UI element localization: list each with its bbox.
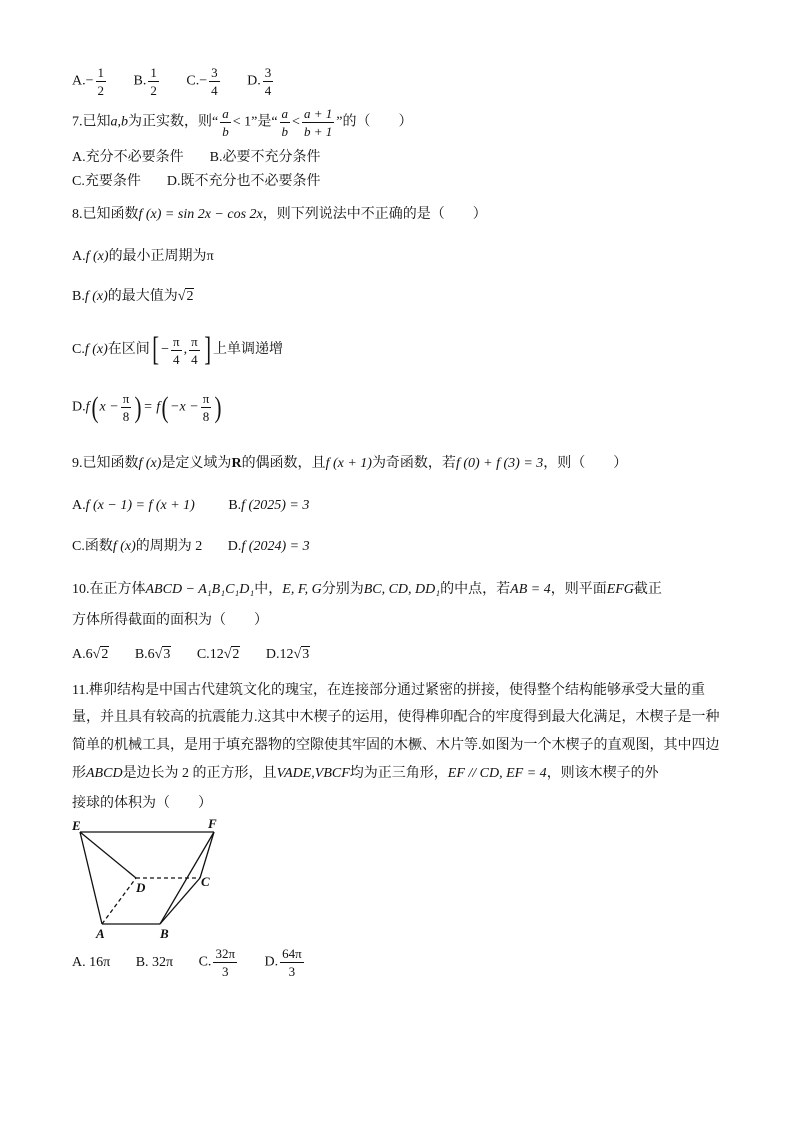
label-A: A xyxy=(96,926,105,940)
label-C: C xyxy=(201,874,210,889)
label-F: F xyxy=(208,818,217,831)
q9-stem: 9.已知函数f (x)是定义域为R的偶函数，且f (x + 1)为奇函数，若f (0) + f (3) = 3，则（ ） xyxy=(72,456,628,471)
q11-stem-line1: 11.榫卯结构是中国古代建筑文化的瑰宝，在连接部分通过紧密的拼接，使得整个结构能够承受大量的重 xyxy=(72,683,705,698)
q6-option-d: D. $\frac{3}{4}$ xyxy=(247,65,272,98)
edge-ED xyxy=(80,832,136,878)
q7-options-row1 xyxy=(72,151,320,165)
q7-option-d: D.既不充分也不必要条件 xyxy=(166,174,321,189)
q11-stem-line4: 形ABCD是边长为 2 的正方形，且VADE,VBCF均为正三角形，EF // CD, EF = 4，则该木楔子的外 xyxy=(72,766,659,781)
q6-option-a: A.− $\frac{1}{2}$ xyxy=(72,65,105,98)
q8-stem: 8.已知函数f (x) = sin 2x − cos 2x，则下列说法中不正确的是（ ） xyxy=(72,207,487,222)
q11-option-a: A. 16π xyxy=(72,954,111,970)
edge-EA xyxy=(80,832,102,924)
q7-option-b: B.必要不充分条件 xyxy=(209,150,321,165)
q9-option-c: C.函数f (x)的周期为 2 xyxy=(72,539,203,554)
label-B: B xyxy=(160,926,169,940)
q10-option-d: D.12√3 xyxy=(265,647,310,662)
q11-stem-line3: 简单的机械工具，是用于填充器物的空隙使其牢固的木橛、木片等.如图为一个木楔子的直观图，其中四边 xyxy=(72,738,720,753)
q7-option-a: A.充分不必要条件 xyxy=(72,150,184,165)
q10-stem-line1: 10.在正方体ABCD − A₁B₁C₁D₁中，E, F, G分别为BC, CD, DD₁的中点，若AB = 4，则平面EFG截正 xyxy=(72,582,662,597)
q10-options xyxy=(72,648,332,662)
q9-options-row1 xyxy=(72,499,309,513)
q8-option-d: D.f( x − $\frac{\pi}{8}$ ) = f( −x − $\frac{\pi}{8}$ ) xyxy=(72,390,222,424)
q9-options-row2 xyxy=(72,540,310,554)
q9-option-b: B.f (2025) = 3 xyxy=(228,498,310,513)
q10-option-a: A.6√2 xyxy=(72,647,109,662)
q8-option-c: C.f (x)在区间[ − $\frac{\pi}{4}$ , $\frac{\pi}{4}$ ] 上单调递增 xyxy=(72,331,283,368)
q10-option-c: C.12√2 xyxy=(196,647,240,662)
q10-option-b: B.6√3 xyxy=(134,647,171,662)
q7-options-row2 xyxy=(72,175,320,189)
q6-options xyxy=(72,66,297,97)
q6-option-b: B. $\frac{1}{2}$ xyxy=(133,65,157,98)
edge-AD xyxy=(102,878,136,924)
wedge-figure xyxy=(72,818,232,940)
label-E: E xyxy=(72,818,81,833)
q8-option-b: B.f (x)的最大值为√2 xyxy=(72,289,194,304)
q11-option-d: D. $\frac{64\pi}{3}$ xyxy=(264,946,302,979)
q9-option-a: A.f (x − 1) = f (x + 1) xyxy=(72,498,195,513)
q8-option-a: A.f (x)的最小正周期为π xyxy=(72,249,214,264)
label-D: D xyxy=(136,880,146,895)
q7-stem: 7.已知a,b为正实数，则“ $\frac{a}{b}$ < 1”是“ $\frac{a}{b}$ < $\frac{a + 1}{b + 1}$ ”的（ ） xyxy=(72,106,413,139)
q11-stem-line2: 量，并且具有较高的抗震能力.这其中木楔子的运用，使得榫卯配合的牢度得到最大化满足，木楔子是一种 xyxy=(72,710,720,725)
edge-BC xyxy=(160,878,200,924)
q7-option-c: C.充要条件 xyxy=(72,174,141,189)
q6-option-c: C.− $\frac{3}{4}$ xyxy=(186,65,218,98)
q11-option-b: B. 32π xyxy=(135,954,174,970)
q10-stem-line2: 方体所得截面的面积为（ ） xyxy=(72,613,268,628)
edge-FC xyxy=(200,832,214,878)
q11-stem-line5: 接球的体积为（ ） xyxy=(72,796,212,811)
q9-option-d: D.f (2024) = 3 xyxy=(227,539,310,554)
q11-options xyxy=(72,947,328,978)
q11-option-c: C. $\frac{32\pi}{3}$ xyxy=(198,946,236,979)
